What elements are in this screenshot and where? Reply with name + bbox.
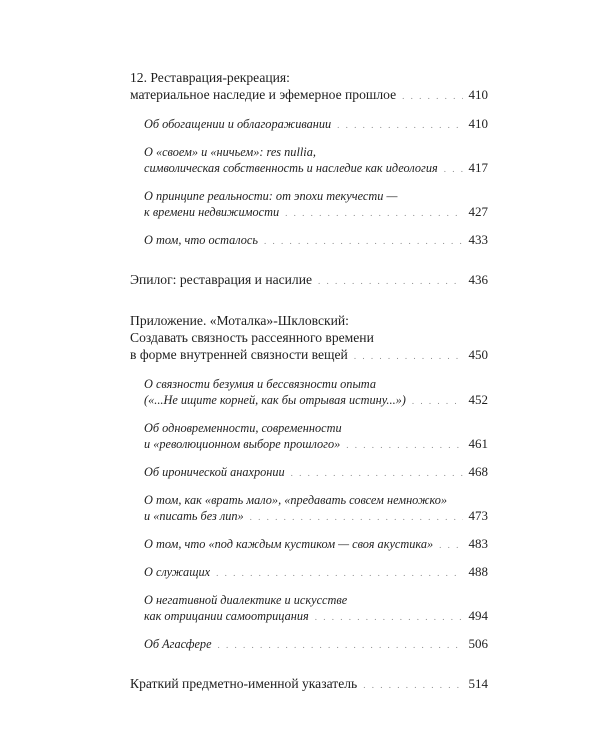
- dot-leader: [216, 565, 462, 581]
- toc-entry-line: О том, как «врать мало», «предавать совсем немножко»: [144, 493, 448, 507]
- toc-entry-subsection[interactable]: [130, 420, 488, 453]
- toc-entry-subsection[interactable]: [130, 492, 488, 525]
- dot-leader: [402, 88, 462, 105]
- dot-leader: [354, 348, 463, 365]
- page-number: 450: [468, 347, 488, 362]
- toc-entry-line: в форме внутренней связности вещей: [130, 347, 348, 362]
- dot-leader: [337, 117, 462, 133]
- toc-entry-subsection[interactable]: [130, 232, 488, 249]
- toc-entry-line: символическая собственность и наследие как идеология: [144, 161, 438, 175]
- toc-entry-line: Приложение. «Моталка»-Шкловский:: [130, 313, 349, 328]
- toc-entry-line: и «революционном выборе прошлого»: [144, 437, 341, 451]
- page-number: 433: [468, 232, 488, 247]
- toc-entry-line: Об иронической анахронии: [144, 465, 285, 479]
- toc-entry-index[interactable]: [130, 675, 488, 694]
- toc-entry-subsection[interactable]: [130, 188, 488, 221]
- toc-entry-line: к времени недвижимости: [144, 205, 280, 219]
- toc-entry-subsection[interactable]: [130, 564, 488, 581]
- page-number: 452: [468, 392, 488, 407]
- page-number: 483: [468, 536, 488, 551]
- toc-entry-epilogue[interactable]: [130, 271, 488, 290]
- toc-entry-line: О связности безумия и бессвязности опыта: [144, 377, 376, 391]
- toc-entry-line: О «своем» и «ничьем»: res nullia,: [144, 145, 316, 159]
- toc-entry-line: как отрицании самоотрицания: [144, 609, 309, 623]
- toc-entry-subsection[interactable]: [130, 592, 488, 625]
- dot-leader: [444, 161, 463, 177]
- toc-entry-subsection[interactable]: [130, 636, 488, 653]
- table-of-contents: [130, 69, 488, 694]
- toc-entry-line: Об одновременности, современности: [144, 421, 342, 435]
- page-number: 436: [468, 272, 488, 287]
- toc-entry-line: («...Не ищите корней, как бы отрывая истину...»): [144, 393, 406, 407]
- dot-leader: [346, 437, 462, 453]
- toc-entry-line: О негативной диалектике и искусстве: [144, 593, 348, 607]
- dot-leader: [250, 509, 463, 525]
- toc-entry-line: О принципе реальности: от эпохи текучести —: [144, 189, 398, 203]
- page-number: 494: [468, 608, 488, 623]
- toc-entry-subsection[interactable]: [130, 536, 488, 553]
- toc-entry-line: 12. Реставрация-рекреация:: [130, 70, 290, 85]
- toc-entry-subsection[interactable]: [130, 116, 488, 133]
- dot-leader: [285, 205, 462, 221]
- page-number: 461: [468, 436, 488, 451]
- toc-entry-line: материальное наследие и эфемерное прошлое: [130, 87, 397, 102]
- dot-leader: [315, 609, 463, 625]
- dot-leader: [439, 537, 462, 553]
- toc-entry-chapter-12[interactable]: [130, 69, 488, 105]
- toc-entry-line: О том, что осталось: [144, 233, 258, 247]
- dot-leader: [218, 637, 463, 653]
- page-number: 410: [468, 87, 488, 102]
- toc-entry-line: Эпилог: реставрация и насилие: [130, 272, 313, 287]
- toc-entry-line: Создавать связность рассеянного времени: [130, 330, 374, 345]
- toc-entry-line: О служащих: [144, 565, 211, 579]
- toc-entry-subsection[interactable]: [130, 464, 488, 481]
- toc-entry-appendix[interactable]: [130, 312, 488, 365]
- page-number: 488: [468, 564, 488, 579]
- page-number: 427: [468, 204, 488, 219]
- toc-entry-line: О том, что «под каждым кустиком — своя акустика»: [144, 537, 434, 551]
- toc-entry-subsection[interactable]: [130, 144, 488, 177]
- dot-leader: [291, 465, 463, 481]
- toc-entry-subsection[interactable]: [130, 376, 488, 409]
- dot-leader: [412, 393, 463, 409]
- page-number: 417: [468, 160, 488, 175]
- dot-leader: [318, 273, 462, 290]
- toc-entry-line: и «писать без лип»: [144, 509, 244, 523]
- toc-entry-line: Об обогащении и облагораживании: [144, 117, 332, 131]
- dot-leader: [264, 233, 463, 249]
- toc-entry-line: Об Агасфере: [144, 637, 212, 651]
- page-number: 468: [468, 464, 488, 479]
- page-number: 473: [468, 508, 488, 523]
- dot-leader: [363, 677, 462, 694]
- page-number: 514: [468, 676, 488, 691]
- page-number: 410: [468, 116, 488, 131]
- toc-entry-line: Краткий предметно-именной указатель: [130, 676, 358, 691]
- page-number: 506: [468, 636, 488, 651]
